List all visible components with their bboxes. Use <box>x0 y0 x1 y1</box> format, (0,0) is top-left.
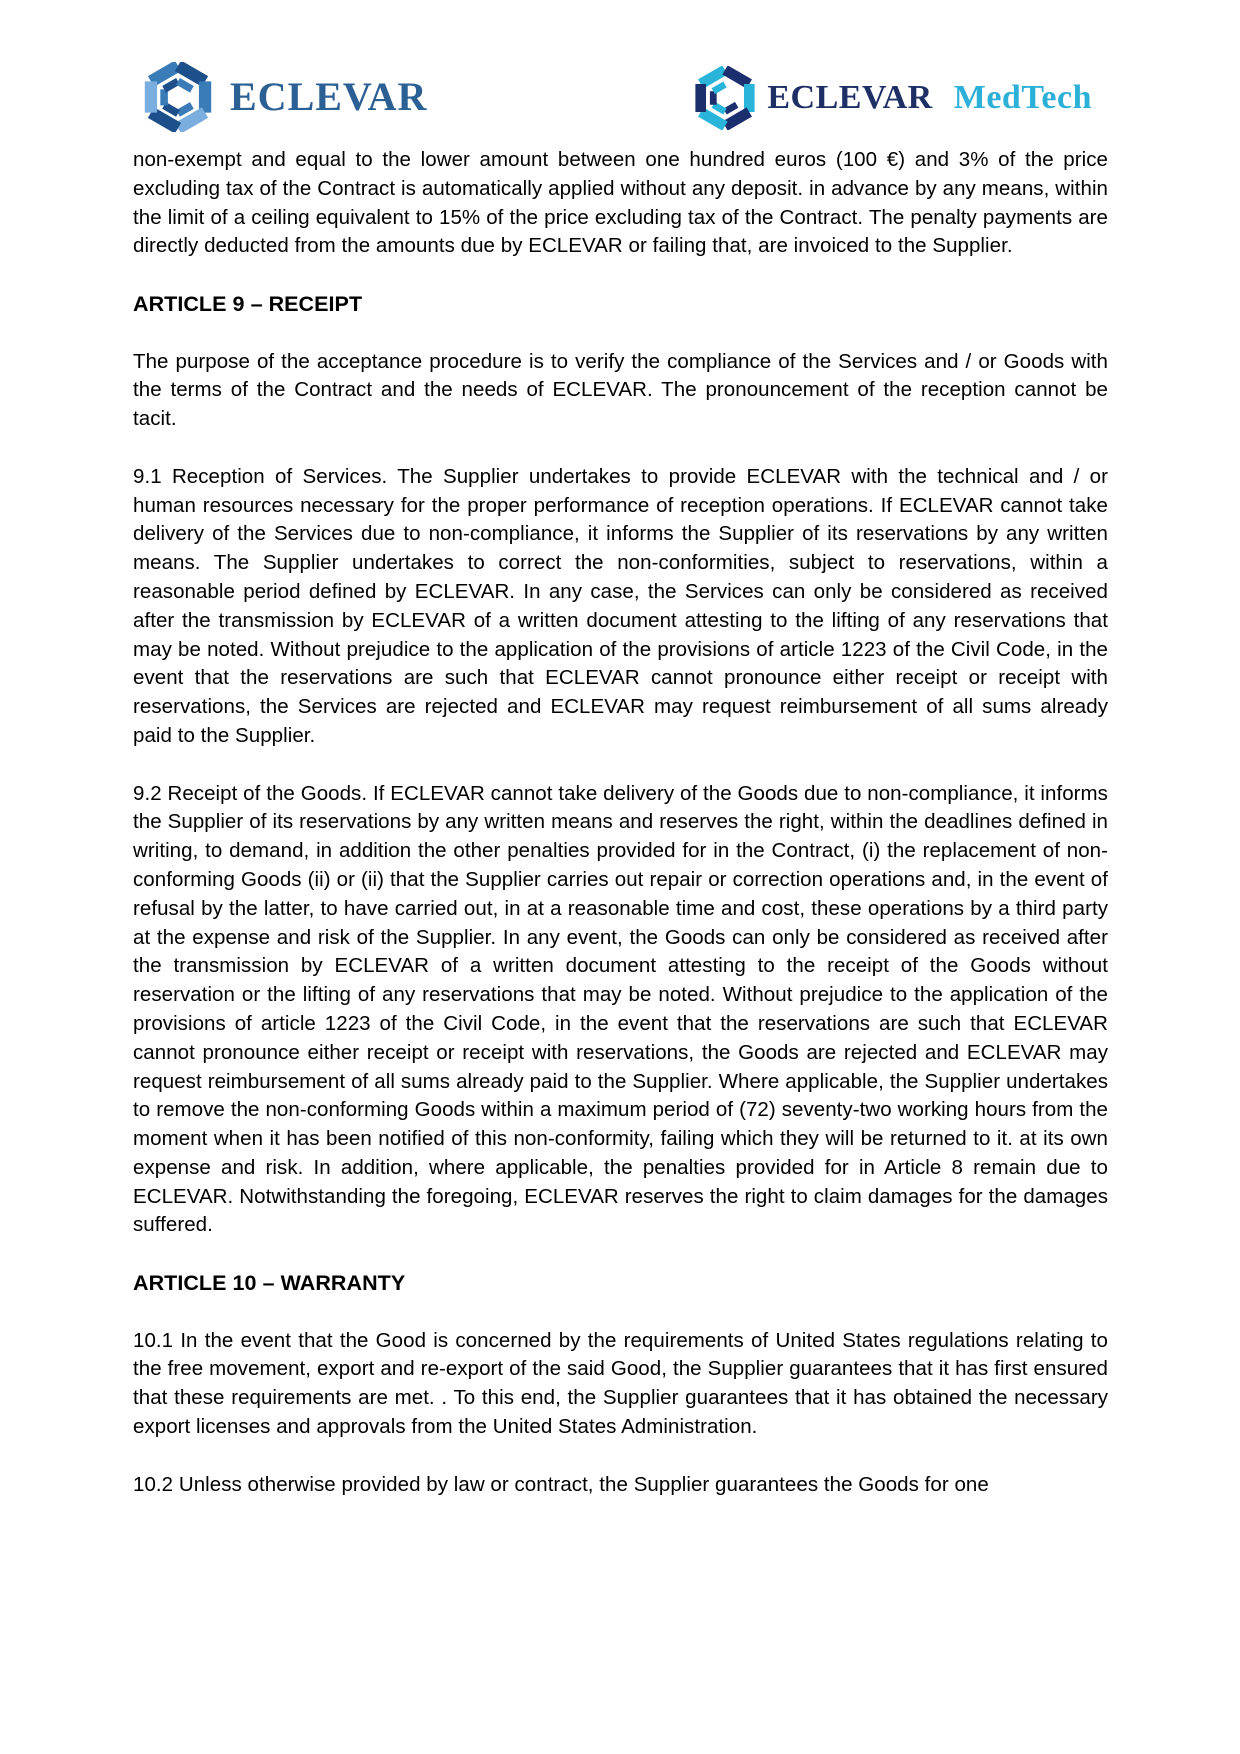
clause-9-1-reception-of-services: 9.1 Reception of Services. The Supplier undertakes to provide ECLEVAR with the technical and / or human resources necessary for the proper performance of reception operations. If ECLEVAR cannot take delivery of the Services due to non-compliance, it informs the Supplier of its reservations by any written means. The Supplier undertakes to correct the non-conformities, subject to reservations, within a reasonable period defined by ECLEVAR. In any case, the Services can only be considered as received after the transmission by ECLEVAR of a written document attesting to the lifting of any reservations that may be noted. Without prejudice to the application of the provisions of article 1223 of the Civil Code, in the event that the reservations are such that ECLEVAR cannot pronounce either receipt or receipt with reservations, the Services are rejected and ECLEVAR may request reimbursement of all sums already paid to the Supplier. <box>133 464 1108 747</box>
clause-9-2-receipt-of-goods: 9.2 Receipt of the Goods. If ECLEVAR cannot take delivery of the Goods due to non-compliance, it informs the Supplier of its reservations by any written means and reserves the right, within the deadlines defined in writing, to demand, in addition the other penalties provided for in the Contract, (i) the replacement of non-conforming Goods (ii) or (ii) that the Supplier carries out repair or correction operations and, in the event of refusal by the latter, to have carried out, in at a reasonable time and cost, these operations by a third party at the expense and risk of the Supplier. In any event, the Goods can only be considered as received after the transmission by ECLEVAR of a written document attesting to the receipt of the Goods without reservation or the lifting of any reservations that may be noted. Without prejudice to the application of the provisions of article 1223 of the Civil Code, in the event that the reservations are such that ECLEVAR cannot pronounce either receipt or receipt with reservations, the Goods are rejected and ECLEVAR may request reimbursement of all sums already paid to the Supplier. Where applicable, the Supplier undertakes to remove the non-conforming Goods within a maximum period of (72) seventy-two working hours from the moment when it has been notified of this non-conformity, failing which they will be returned to it. at its own expense and risk. In addition, where applicable, the penalties provided for in Article 8 remain due to ECLEVAR. Notwithstanding the foregoing, ECLEVAR reserves the right to claim damages for the damages suffered. <box>133 781 1108 1237</box>
eclevar-medtech-hexagon-icon <box>695 66 755 130</box>
clause-10-1-export-requirements: 10.1 In the event that the Good is concerned by the requirements of United States regulations relating to the free movement, export and re-export of the said Good, the Supplier guarantees that it has first ensured that these requirements are met. . To this end, the Supplier guarantees that it has obtained the necessary export licenses and approvals from the United States Administration. <box>133 1328 1108 1439</box>
article-9-intro: The purpose of the acceptance procedure is to verify the compliance of the Services and / or Goods with the terms of the Contract and the needs of ECLEVAR. The pronouncement of the reception cannot be tacit. <box>133 349 1108 431</box>
clause-10-2-goods-guarantee: 10.2 Unless otherwise provided by law or contract, the Supplier guarantees the Goods for one <box>133 1472 989 1496</box>
eclevar-wordmark: ECLEVAR <box>230 74 428 119</box>
article-9-heading: ARTICLE 9 – RECEIPT <box>133 291 363 316</box>
article-10-heading: ARTICLE 10 – WARRANTY <box>133 1271 406 1296</box>
medtech-wordmark-suffix: MedTech <box>953 79 1092 116</box>
eclevar-hexagon-icon <box>136 62 220 132</box>
eclevar-medtech-logo <box>695 66 1092 130</box>
eclevar-logo <box>136 62 427 132</box>
clause-penalty-continuation: non-exempt and equal to the lower amount between one hundred euros (100 €) and 3% of the price excluding tax of the Contract is automatically applied without any deposit. in advance by any means, within the limit of a ceiling equivalent to 15% of the price excluding tax of the Contract. The penalty payments are directly deducted from the amounts due by ECLEVAR or failing that, are invoiced to the Supplier. <box>133 148 1108 258</box>
eclevar-medtech-wordmark: ECLEVAR <box>767 79 933 116</box>
contract-body <box>133 146 1108 1528</box>
